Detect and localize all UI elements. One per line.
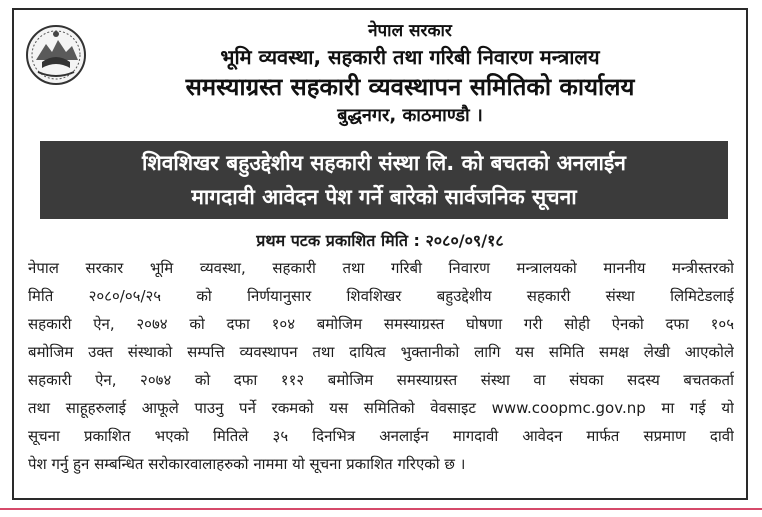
publication-date: प्रथम पटक प्रकाशित मिति : २०८०/०९/१८ bbox=[256, 231, 504, 250]
body-line-8: पेश गर्नु हुन सम्बन्धित सरोकारवालाहरुको नाममा यो सूचना प्रकाशित गरिएको छ । bbox=[28, 455, 466, 473]
body-line-3: सहकारी ऐन, २०७४ को दफा १०४ बमोजिम समस्याग्रस्त घोषणा गरी सोही ऐनको दफा १०५ bbox=[28, 315, 734, 333]
body-line-2: मिति २०८०/०५/२५ को निर्णयानुसार शिवशिखर बहुउद्देशीय सहकारी संस्था लिमिटेडलाई bbox=[28, 287, 734, 305]
government-name: नेपाल सरकार bbox=[368, 21, 452, 41]
notice-title-banner bbox=[40, 141, 728, 219]
body-line-7: सूचना प्रकाशित भएको मितिले ३५ दिनभित्र अनलाईन मागदावी आवेदन मार्फत सप्रमाण दावी bbox=[28, 427, 734, 445]
body-line-4: बमोजिम उक्त संस्थाको सम्पत्ति व्यवस्थापन तथा दायित्व भुक्तानीको लागि यस समिति समक्ष लेखी आएकोले bbox=[28, 343, 734, 361]
ministry-name: भूमि व्यवस्था, सहकारी तथा गरिबी निवारण मन्त्रालय bbox=[220, 45, 600, 69]
body-line-6: तथा साहूहरुलाई आफूले पाउनु पर्ने रकमको यस समितिको वेवसाइट www.coopmc.gov.np मा गई यो bbox=[28, 399, 734, 417]
notice-frame bbox=[12, 8, 748, 500]
body-line-5: सहकारी ऐन, २०७४ को दफा ११२ बमोजिम समस्याग्रस्त संस्था वा संघका सदस्य बचतकर्ता bbox=[28, 371, 734, 389]
notice-title-line-1: शिवशिखर बहुउद्देशीय सहकारी संस्था लि. को बचतको अनलाईन bbox=[142, 151, 626, 175]
body-line-1: नेपाल सरकार भूमि व्यवस्था, सहकारी तथा गरिबी निवारण मन्त्रालयको माननीय मन्त्रीस्तरको bbox=[28, 259, 734, 277]
office-location: बुद्धनगर, काठमाण्डौ । bbox=[337, 105, 483, 126]
page-bottom-rule bbox=[0, 508, 762, 510]
notice-title-line-2: मागदावी आवेदन पेश गर्ने बारेको सार्वजनिक सूचना bbox=[191, 185, 577, 209]
office-name: समस्याग्रस्त सहकारी व्यवस्थापन समितिको कार्यालय bbox=[185, 73, 635, 101]
